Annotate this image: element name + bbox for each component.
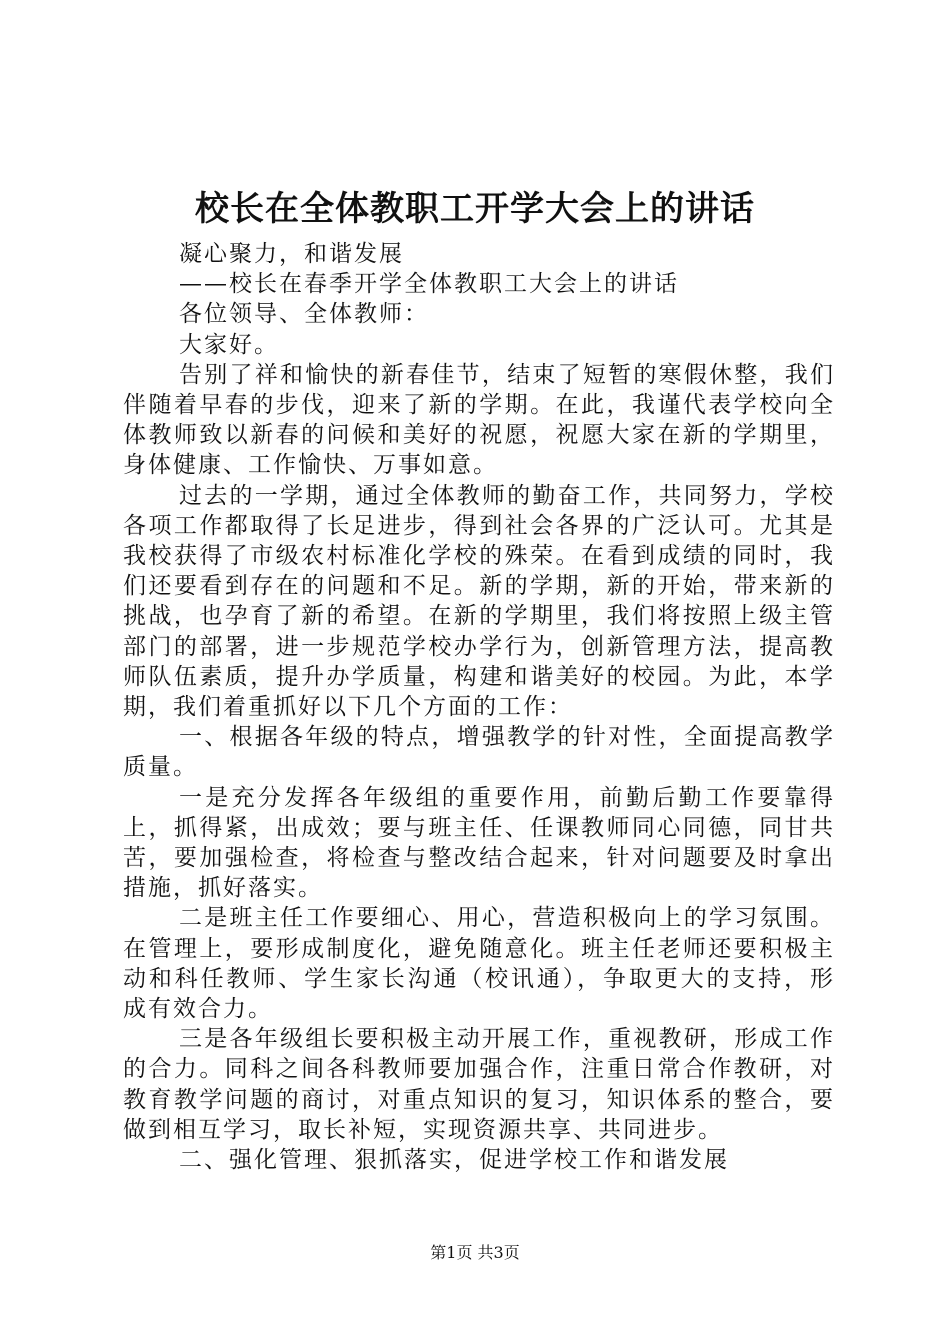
document-body [123,239,835,1175]
greeting: 大家好。 [179,331,279,358]
section-heading: 一、根据各年级的特点，增强教学的针对性，全面提高教学质量。 [123,724,835,781]
page-number-footer: 第1页 共3页 [430,1243,520,1262]
salutation: 各位领导、全体教师： [179,301,429,328]
paragraph: 二是班主任工作要细心、用心，营造积极向上的学习氛围。在管理上，要形成制度化，避免随意化。班主任老师还要积极主动和科任教师、学生家长沟通（校讯通），争取更大的支持，形成有效合力。 [123,905,835,1023]
section-heading: 二、强化管理、狠抓落实，促进学校工作和谐发展 [179,1147,729,1174]
paragraph: 过去的一学期，通过全体教师的勤奋工作，共同努力，学校各项工作都取得了长足进步，得到社会各界的广泛认可。尤其是我校获得了市级农村标准化学校的殊荣。在看到成绩的同时，我们还要看到存在的问题和不足。新的学期，新的开始，带来新的挑战，也孕育了新的希望。在新的学期里，我们将按照上级主管部门的部署，进一步规范学校办学行为，创新管理方法，提高教师队伍素质，提升办学质量，构建和谐美好的校园。为此，本学期，我们着重抓好以下几个方面的工作： [123,482,835,721]
subtitle-speech: ——校长在春季开学全体教职工大会上的讲话 [179,271,679,298]
document-title: 校长在全体教职工开学大会上的讲话 [195,189,755,229]
paragraph: 三是各年级组长要积极主动开展工作，重视教研，形成工作的合力。同科之间各科教师要加强合作，注重日常合作教研，对教育教学问题的商讨，对重点知识的复习，知识体系的整合，要做到相互学习，取长补短，实现资源共享、共同进步。 [123,1026,835,1143]
paragraph: 告别了祥和愉快的新春佳节，结束了短暂的寒假休整，我们伴随着早春的步伐，迎来了新的学期。在此，我谨代表学校向全体教师致以新春的问候和美好的祝愿，祝愿大家在新的学期里，身体健康、工作愉快、万事如意。 [123,361,835,479]
paragraph: 一是充分发挥各年级组的重要作用，前勤后勤工作要靠得上，抓得紧，出成效；要与班主任、任课教师同心同德，同甘共苦，要加强检查，将检查与整改结合起来，针对问题要及时拿出措施，抓好落实。 [123,784,835,902]
subtitle: 凝心聚力，和谐发展 [179,241,404,267]
